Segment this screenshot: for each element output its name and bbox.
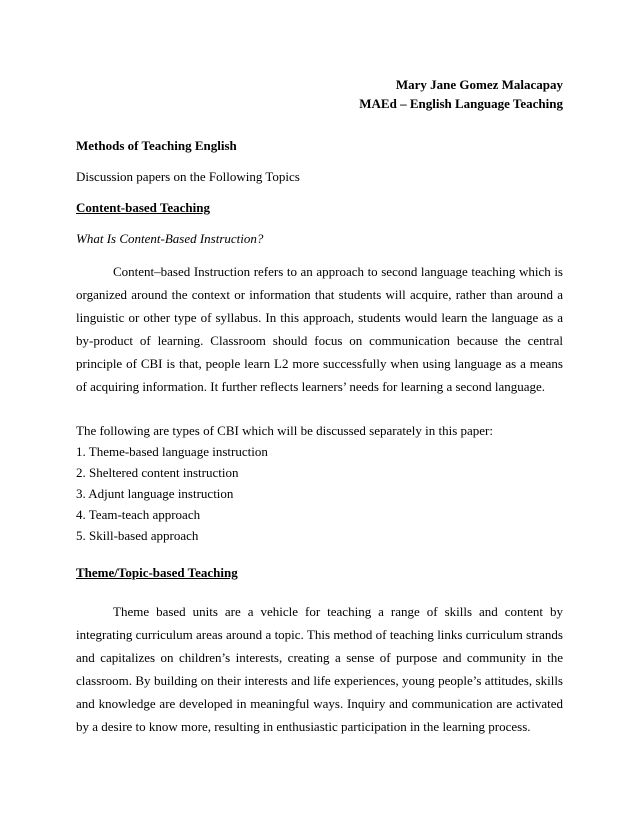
- list-item: 4. Team-teach approach: [76, 507, 201, 522]
- cbi-types-intro: The following are types of CBI which will be discussed separately in this paper:: [76, 423, 493, 438]
- program-name: MAEd – English Language Teaching: [359, 96, 563, 111]
- section-heading-content-based: Content-based Teaching: [76, 200, 210, 215]
- author-block: [359, 75, 563, 113]
- paragraph-theme-based: Theme based units are a vehicle for teaching a range of skills and content by integrating curriculum areas around a topic. This method of teaching links curriculum strands and capitalizes on children’s interests, creating a sense of purpose and community in the classroom. By building on their interests and life experiences, young people’s attitudes, skills and knowledge are developed in meaningful ways. Inquiry and communication are activated by a desire to know more, resulting in enthusiastic participation in the learning process.: [76, 604, 563, 734]
- section-heading-theme-based: Theme/Topic-based Teaching: [76, 565, 238, 580]
- list-item: 5. Skill-based approach: [76, 528, 199, 543]
- document-subtitle: Discussion papers on the Following Topics: [76, 169, 300, 184]
- cbi-types-list: [76, 441, 563, 546]
- list-item: 1. Theme-based language instruction: [76, 444, 268, 459]
- document-body: [76, 138, 563, 738]
- author-name: Mary Jane Gomez Malacapay: [395, 77, 563, 92]
- paragraph-cbi-definition: Content–based Instruction refers to an approach to second language teaching which is organized around the context or information that students will acquire, rather than around a linguistic or other type of syllabus. In this approach, students would learn the language as a by-product of learning. Classroom should focus on communication because the central principle of CBI is that, people learn L2 more successfully when using language as a means of acquiring information. It further reflects learners’ needs for learning a second language.: [76, 264, 563, 394]
- list-item: 2. Sheltered content instruction: [76, 465, 239, 480]
- list-item: 3. Adjunt language instruction: [76, 486, 234, 501]
- course-title: Methods of Teaching English: [76, 138, 237, 153]
- section-question: What Is Content-Based Instruction?: [76, 231, 264, 246]
